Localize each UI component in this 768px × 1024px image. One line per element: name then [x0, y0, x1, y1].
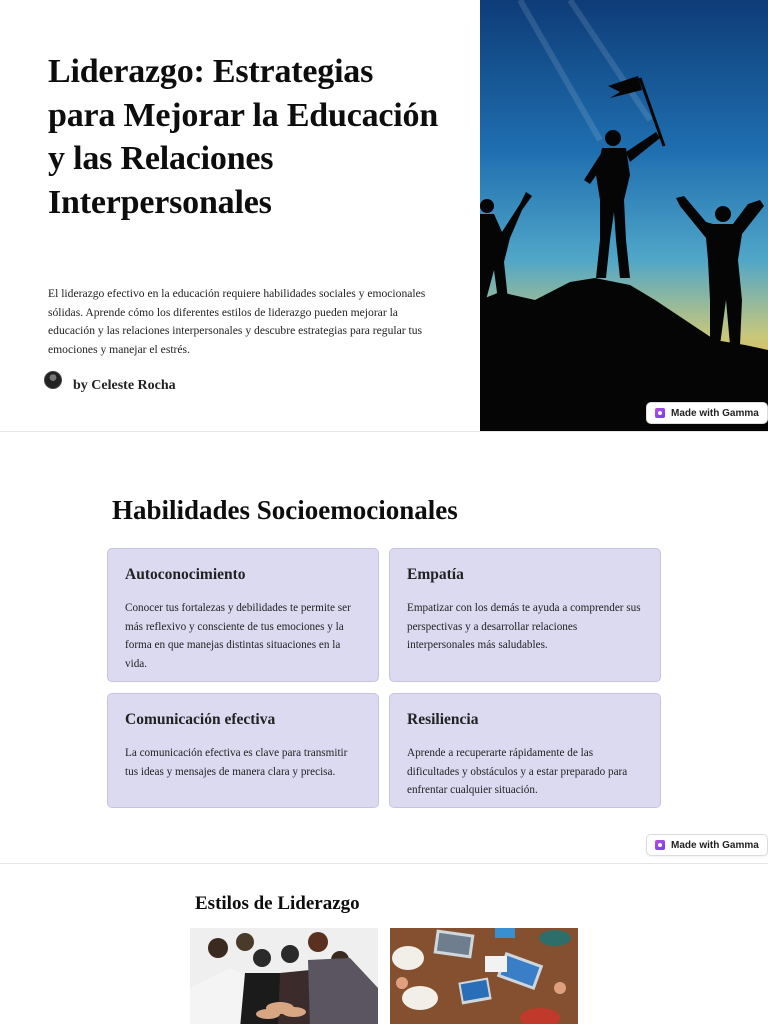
hero-image-mountain-summit: [480, 0, 768, 432]
leadership-styles-slide: [0, 865, 768, 1024]
card-title: Resiliencia: [407, 711, 479, 728]
gamma-logo-icon: [655, 840, 665, 850]
card-title: Autoconocimiento: [125, 566, 246, 583]
author-name: by Celeste Rocha: [73, 378, 176, 393]
author-avatar: [44, 371, 62, 389]
skills-slide: [0, 433, 768, 864]
team-hands-photo: [190, 928, 378, 1024]
author-byline: [44, 366, 176, 394]
gamma-logo-icon: [655, 408, 665, 418]
leadership-styles-heading: Estilos de Liderazgo: [195, 893, 360, 914]
card-text: Empatizar con los demás te ayuda a comprender sus perspectivas y a desarrollar relaciones interpersonales más saludables.: [407, 602, 641, 652]
skill-card-empatia: [389, 548, 661, 682]
card-text: Aprende a recuperarte rápidamente de las dificultades y obstáculos y a estar preparado para enfrentar cualquier situación.: [407, 747, 628, 797]
skills-heading: Habilidades Socioemocionales: [112, 495, 458, 525]
card-text: La comunicación efectiva es clave para transmitir tus ideas y mensajes de manera clara y precisa.: [125, 747, 348, 778]
skill-card-resiliencia: [389, 693, 661, 808]
presentation-title: Liderazgo: Estrategias para Mejorar la Educación y las Relaciones Interpersonales: [48, 53, 439, 221]
badge-label: Made with Gamma: [671, 407, 759, 419]
made-with-gamma-badge[interactable]: [646, 834, 768, 856]
skill-card-autoconocimiento: [107, 548, 379, 682]
meeting-table-photo: [390, 928, 578, 1024]
card-text: Conocer tus fortalezas y debilidades te permite ser más reflexivo y consciente de tus emociones y la forma en que manejas distintas situaciones en la vida.: [125, 602, 351, 670]
card-title: Comunicación efectiva: [125, 711, 276, 728]
made-with-gamma-badge[interactable]: [646, 402, 768, 424]
skill-card-comunicacion: [107, 693, 379, 808]
intro-paragraph: El liderazgo efectivo en la educación requiere habilidades sociales y emocionales sólidas. Aprende cómo los diferentes estilos de liderazgo pueden mejorar la educación y las relaciones interpersonales y descubre estrategias para regular tus emociones y manejar el estrés.: [48, 287, 426, 356]
title-slide: [0, 0, 768, 432]
card-title: Empatía: [407, 566, 464, 583]
badge-label: Made with Gamma: [671, 839, 759, 851]
